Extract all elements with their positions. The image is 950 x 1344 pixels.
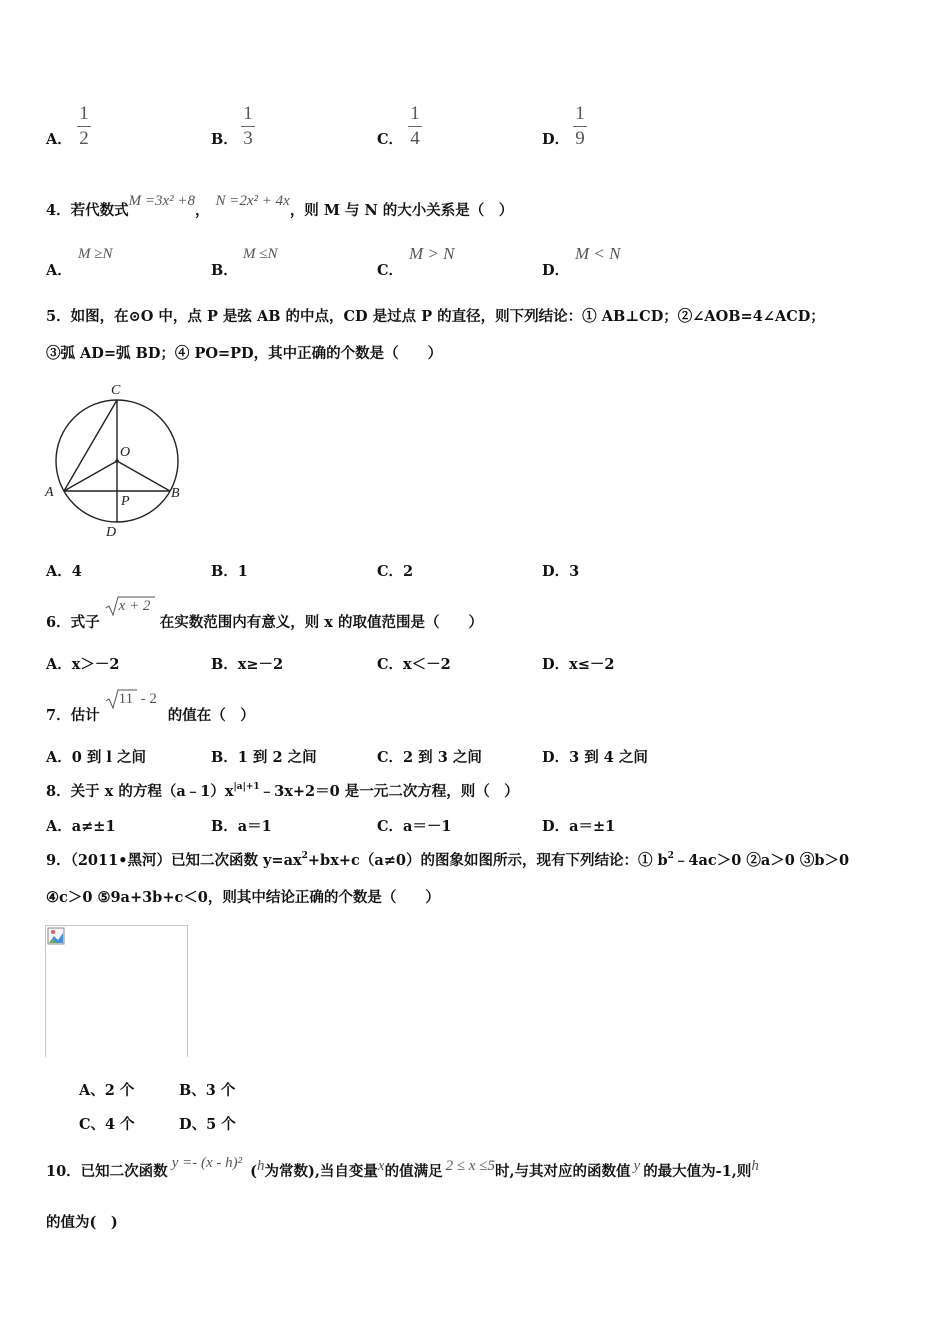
q9-line-1 — [46, 849, 849, 870]
q10-range: 2 ≤ x ≤5 — [445, 1158, 495, 1174]
q10-x-symbol: x — [377, 1158, 385, 1174]
q10-line-1 — [46, 1155, 759, 1181]
q6-sqrt — [105, 597, 155, 617]
q6-prefix: 6．式子 — [46, 614, 100, 631]
q4-expr-m: M =3x² +8 — [128, 193, 195, 209]
q6-option-c: C．x＜－2 — [377, 656, 451, 673]
q4-question — [46, 193, 514, 220]
label-p: P — [121, 494, 130, 509]
q3-option-d-fraction — [573, 103, 587, 150]
q9-square-a: 2 — [301, 851, 308, 861]
q4-option-d-letter: D． — [542, 262, 570, 279]
numerator: 1 — [410, 103, 420, 124]
q8-option-a: A．a≠±1 — [46, 818, 116, 835]
q4-option-a-expr: M ≥N — [78, 246, 113, 262]
segment-bo — [117, 461, 170, 491]
q10-text-2: 的值满足 — [384, 1163, 443, 1180]
q5-line-2: ③弧 AD=弧 BD；④ PO=PD，其中正确的个数是（ ） — [46, 345, 443, 362]
q9-option-b: B、3 个 — [179, 1082, 236, 1099]
q8-option-c: C．a＝－1 — [377, 818, 452, 835]
q7-radicand: 11 — [118, 691, 134, 707]
q10-text-4: 的最大值为-1,则 — [643, 1163, 752, 1180]
q9-option-a: A、2 个 — [79, 1082, 135, 1099]
q8-question — [46, 780, 519, 801]
q6-option-a: A．x＞－2 — [46, 656, 120, 673]
q10-function: y =- (x - h)² — [171, 1155, 243, 1171]
q4-suffix: ，则 M 与 N 的大小关系是（ ） — [289, 202, 514, 219]
q7-option-d: D．3 到 4 之间 — [542, 749, 648, 766]
q9-line-2: ④c＞0 ⑤9a+3b+c＜0，则其中结论正确的个数是（ ） — [46, 889, 440, 906]
numerator: 1 — [79, 103, 89, 124]
q4-option-d-expr: M < N — [575, 244, 621, 263]
label-c: C — [111, 383, 121, 398]
q6-question — [46, 598, 483, 632]
q5-option-a: A．4 — [46, 563, 82, 580]
q6-radicand: x + 2 — [118, 598, 151, 614]
q5-option-c: C．2 — [377, 563, 414, 580]
q5-line-1: 5．如图，在⊙O 中，点 P 是弦 AB 的中点，CD 是过点 P 的直径，则下列结论：① AB⊥CD；②∠AOB=4∠ACD； — [46, 308, 825, 325]
label-b: B — [171, 486, 180, 501]
q7-prefix: 7．估计 — [46, 707, 100, 724]
q4-comma: ， — [195, 202, 210, 219]
q9-text-a: 9．（2011•黑河）已知二次函数 y=ax — [46, 852, 302, 869]
q3-option-c-fraction — [408, 103, 422, 150]
q9-text-b: +bx+c（a≠0）的图象如图所示，现有下列结论：① b — [307, 852, 668, 869]
q10-y-symbol: y — [633, 1158, 641, 1174]
broken-image-icon — [47, 927, 65, 945]
q3-option-b-letter: B． — [211, 131, 238, 148]
q6-option-b: B．x≥－2 — [211, 656, 284, 673]
q4-option-c-expr: M > N — [409, 244, 455, 263]
q3-option-b-fraction — [241, 103, 255, 150]
q3-option-d-letter: D． — [542, 131, 570, 148]
q8-option-b: B．a＝1 — [211, 818, 272, 835]
denominator: 4 — [410, 128, 420, 149]
q8-text-b: ﹣3x+2＝0 是一元二次方程，则（ ） — [259, 783, 519, 800]
circle-figure — [40, 378, 200, 543]
denominator: 2 — [79, 128, 89, 149]
q5-option-d: D．3 — [542, 563, 580, 580]
broken-image-placeholder — [45, 925, 188, 1057]
q3-option-c-letter: C． — [377, 131, 404, 148]
q4-option-c-letter: C． — [377, 262, 404, 279]
label-d: D — [106, 525, 117, 540]
q4-option-a-letter: A． — [46, 262, 72, 279]
q7-option-b: B．1 到 2 之间 — [211, 749, 317, 766]
q7-suffix: 的值在（ ） — [167, 707, 255, 724]
q7-sqrt-expr — [105, 690, 163, 710]
numerator: 1 — [243, 103, 253, 124]
q4-expr-n: N =2x² + 4x — [215, 193, 290, 209]
q9-square-b: 2 — [667, 851, 674, 861]
numerator: 1 — [575, 103, 585, 124]
q9-text-c: ﹣4ac＞0 ②a＞0 ③b＞0 — [673, 852, 850, 869]
q10-text-3: 时,与其对应的函数值 — [494, 1163, 631, 1180]
q3-option-a-fraction — [77, 103, 91, 150]
q10-paren: ( — [250, 1163, 257, 1180]
label-a: A — [45, 485, 54, 500]
q8-exponent: |a|+1 — [233, 782, 260, 792]
q7-question — [46, 691, 255, 725]
q7-option-a: A．0 到 l 之间 — [46, 749, 146, 766]
q4-option-b-expr: M ≤N — [243, 246, 278, 262]
q8-option-d: D．a＝±1 — [542, 818, 616, 835]
denominator: 3 — [243, 128, 253, 149]
q10-prefix: 10．已知二次函数 — [46, 1163, 168, 1180]
q4-option-b-letter: B． — [211, 262, 238, 279]
q10-h-symbol: h — [256, 1158, 265, 1174]
q10-line-2: 的值为( ) — [46, 1214, 118, 1231]
q4-prefix: 4．若代数式 — [46, 202, 129, 219]
q10-text-1: 为常数),当自变量 — [264, 1163, 378, 1180]
label-o: O — [120, 445, 131, 460]
q9-option-d: D、5 个 — [179, 1116, 236, 1133]
q6-suffix: 在实数范围内有意义，则 x 的取值范围是（ ） — [159, 614, 483, 631]
denominator: 9 — [575, 128, 585, 149]
q9-option-c: C、4 个 — [79, 1116, 135, 1133]
q10-h-symbol-2: h — [751, 1158, 759, 1174]
q3-option-a-letter: A． — [46, 131, 72, 148]
q7-minus: - 2 — [140, 691, 157, 707]
segment-ac — [64, 400, 117, 491]
q7-option-c: C．2 到 3 之间 — [377, 749, 482, 766]
q8-text-a: 8．关于 x 的方程（a﹣1）x — [46, 783, 234, 800]
q5-option-b: B．1 — [211, 563, 248, 580]
q6-option-d: D．x≤－2 — [542, 656, 615, 673]
center-point — [115, 459, 119, 463]
